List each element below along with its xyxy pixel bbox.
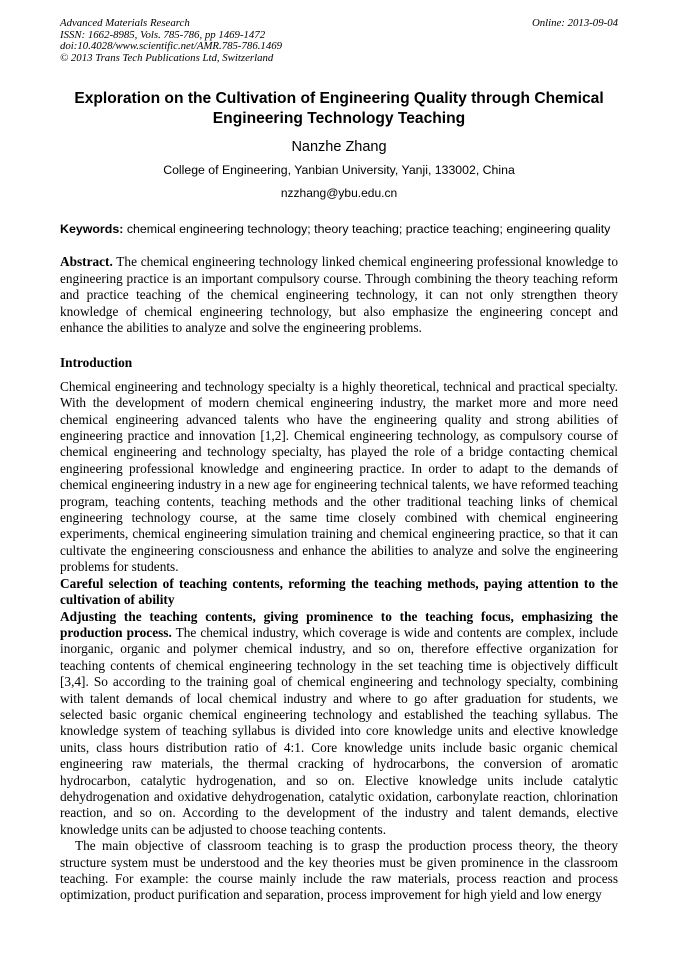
keywords-text: chemical engineering technology; theory teaching; practice teaching; engineering quality <box>126 222 611 237</box>
main-objective-paragraph: The main objective of classroom teaching is to grasp the production process theory, the theory structure system must be understood and the key theories must be given prominence in the classroom teaching. For example: the course mainly include the raw materials, process reaction and process optimization, product purification and separation, process improvement for high yield and low energy <box>60 838 618 903</box>
issn-line: ISSN: 1662-8985, Vols. 785-786, pp 1469-1472 <box>60 28 266 41</box>
journal-header <box>60 18 618 64</box>
doi-line: doi:10.4028/www.scientific.net/AMR.785-786.1469 <box>60 40 283 53</box>
keywords-paragraph <box>60 221 618 237</box>
author-name: Nanzhe Zhang <box>291 139 387 156</box>
adjusting-body-text: The chemical industry, which coverage is wide and contents are complex, include inorganic, organic and polymer chemical industry, and so on, therefore effective organization for teaching contents of chemical engineering technology in the set teaching time is objectively difficult [3,4]. So according to the training goal of chemical engineering and technology specialty, combining with talent demands of local chemical industry and where to go after graduation for students, we selected basic organic chemical engineering technology and established the teaching syllabus. The knowledge system of teaching syllabus is divided into core knowledge units and elective knowledge units, class hours distribution ratio of 4:1. Core knowledge units include basic organic chemical engineering raw materials, the thermal cracking of hydrocarbons, the conversion of aromatic hydrocarbon, catalytic hydrogenation, and so on. Elective knowledge units include catalytic dehydrogenation and oxidative dehydrogenation, catalytic oxidation, carbonylate reaction, chlorination reaction, and so on. According to the development of the industry and talent demands, elective knowledge units can be adjusted to choose teaching contents. <box>60 624 618 837</box>
section-heading-introduction: Introduction <box>60 355 133 371</box>
adjusting-runin-heading: Adjusting the teaching contents, giving prominence to the teaching focus, emphasizing the production process. <box>60 608 618 640</box>
affiliation: College of Engineering, Yanbian University, Yanji, 133002, China <box>163 163 515 178</box>
section-heading-careful-selection: Careful selection of teaching contents, reforming the teaching methods, paying attention to the cultivation of ability <box>60 575 618 608</box>
abstract-label: Abstract. <box>60 254 113 270</box>
paper-title: Exploration on the Cultivation of Engineering Quality through Chemical Engineering Technology Teaching <box>74 90 604 128</box>
journal-header-left <box>60 18 282 64</box>
abstract-paragraph <box>60 254 618 336</box>
abstract-text: The chemical engineering technology linked chemical engineering professional knowledge to engineering practice is an important compulsory course. Through combining the theory teaching reform and practice teaching of the chemical engineering technology, it can not only strengthen theory knowledge of chemical engineering technology, but also emphasize the engineering concept and enhance the abilities to analyze and solve the engineering problems. <box>60 254 618 335</box>
keywords-label: Keywords: <box>60 222 124 237</box>
email-address: nzzhang@ybu.edu.cn <box>280 186 398 201</box>
adjusting-contents-paragraph <box>60 609 618 839</box>
copyright-line: © 2013 Trans Tech Publications Ltd, Switzerland <box>60 51 274 64</box>
introduction-paragraph: Chemical engineering and technology specialty is a highly theoretical, technical and practical specialty. With the development of modern chemical engineering industry, the market more and more need chemical engineering advanced talents who have the engineering quality and strong abilities of engineering practice and innovation [1,2]. Chemical engineering technology, as compulsory course of chemical engineering and technology specialty, has played the role of a bridge contacting chemical engineering professional knowledge and engineering practice. In order to adapt to the demands of chemical engineering industry in a new age for engineering technical talents, we have reformed teaching program, teaching contents, teaching methods and the other traditional teaching links of chemical engineering technology course, at the same time closely combined with chemical engineering experiments, chemical engineering simulation training and chemical engineering practice, so that it can cultivate the engineering consciousness and enhance the abilities to analyze and solve the engineering problems for students. <box>60 378 618 575</box>
journal-title: Advanced Materials Research <box>60 17 190 29</box>
online-date: Online: 2013-09-04 <box>531 17 618 29</box>
